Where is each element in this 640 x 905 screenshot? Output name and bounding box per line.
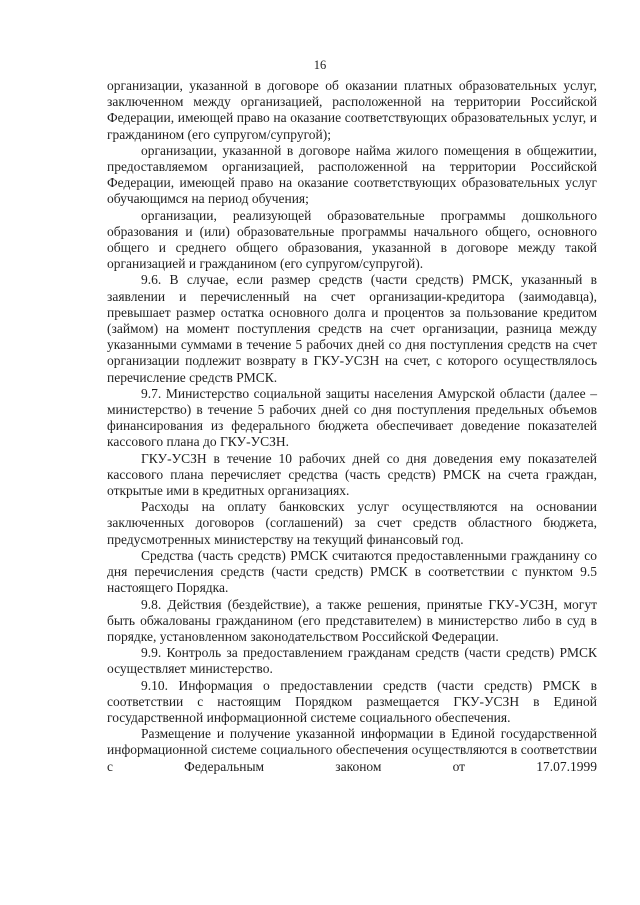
paragraph-5: 9.7. Министерство социальной защиты населения Амурской области (далее – министерство) в течение 5 рабочих дней со дня поступления предельных объемов финансирования из федерального бюджета обеспечивает доведение показателей кассового плана до ГКУ-УСЗН. xyxy=(107,385,597,450)
paragraph-8: Средства (часть средств) РМСК считаются предоставленными гражданину со дня перечисления средств (части средств) РМСК в соответствии с пунктом 9.5 настоящего Порядка. xyxy=(107,547,597,596)
paragraph-7: Расходы на оплату банковских услуг осуществляются на основании заключенных договоров (соглашений) за счет средств областного бюджета, предусмотренных министерству на текущий финансовый год. xyxy=(107,499,597,547)
document-body xyxy=(107,78,597,775)
paragraph-3: организации, реализующей образовательные программы дошкольного образования и (или) образовательные программы начального общего, основного общего и среднего общего образования, указанной в договоре между такой организацией и гражданином (его супругом/супругой). xyxy=(107,207,597,272)
paragraph-2: организации, указанной в договоре найма жилого помещения в общежитии, предоставляемом организацией, расположенной на территории Российской Федерации, имеющей право на оказание соответствующих образовательных услуг обучающимся на период обучения; xyxy=(107,142,597,207)
paragraph-6: ГКУ-УСЗН в течение 10 рабочих дней со дня доведения ему показателей кассового плана перечисляет средства (часть средств) РМСК на счета граждан, открытые ими в кредитных организациях. xyxy=(107,450,597,499)
paragraph-9: 9.8. Действия (бездействие), а также решения, принятые ГКУ-УСЗН, могут быть обжалованы гражданином (его представителем) в министерство либо в суд в порядке, установленном законодательством Российской Федерации. xyxy=(107,596,597,644)
paragraph-4: 9.6. В случае, если размер средств (части средств) РМСК, указанный в заявлении и перечисленный на счет организации-кредитора (заимодавца), превышает размер остатка основного долга и процентов за пользование кредитом (займом) на момент поступления средств на счет организации, разница между указанными суммами в течение 5 рабочих дней со дня поступления средств на счет организации подлежит возврату в ГКУ-УСЗН на счет, с которого осуществлялось перечисление средств РМСК. xyxy=(107,272,597,385)
paragraph-11: 9.10. Информация о предоставлении средств (части средств) РМСК в соответствии с настоящим Порядком размещается ГКУ-УСЗН в Единой государственной информационной системе социального обеспечения. xyxy=(107,677,597,725)
paragraph-12: Размещение и получение указанной информации в Единой государственной информационной системе социального обеспечения осуществляются в соответствии с Федеральным законом от 17.07.1999 xyxy=(107,726,597,774)
paragraph-1: организации, указанной в договоре об оказании платных образовательных услуг, заключенном между организацией, расположенной на территории Российской Федерации, имеющей право на оказание соответствующих образовательных услуг, и гражданином (его супругом/супругой); xyxy=(107,78,597,142)
page-number: 16 xyxy=(313,58,327,72)
paragraph-10: 9.9. Контроль за предоставлением гражданам средств (части средств) РМСК осуществляет министерство. xyxy=(107,645,597,677)
